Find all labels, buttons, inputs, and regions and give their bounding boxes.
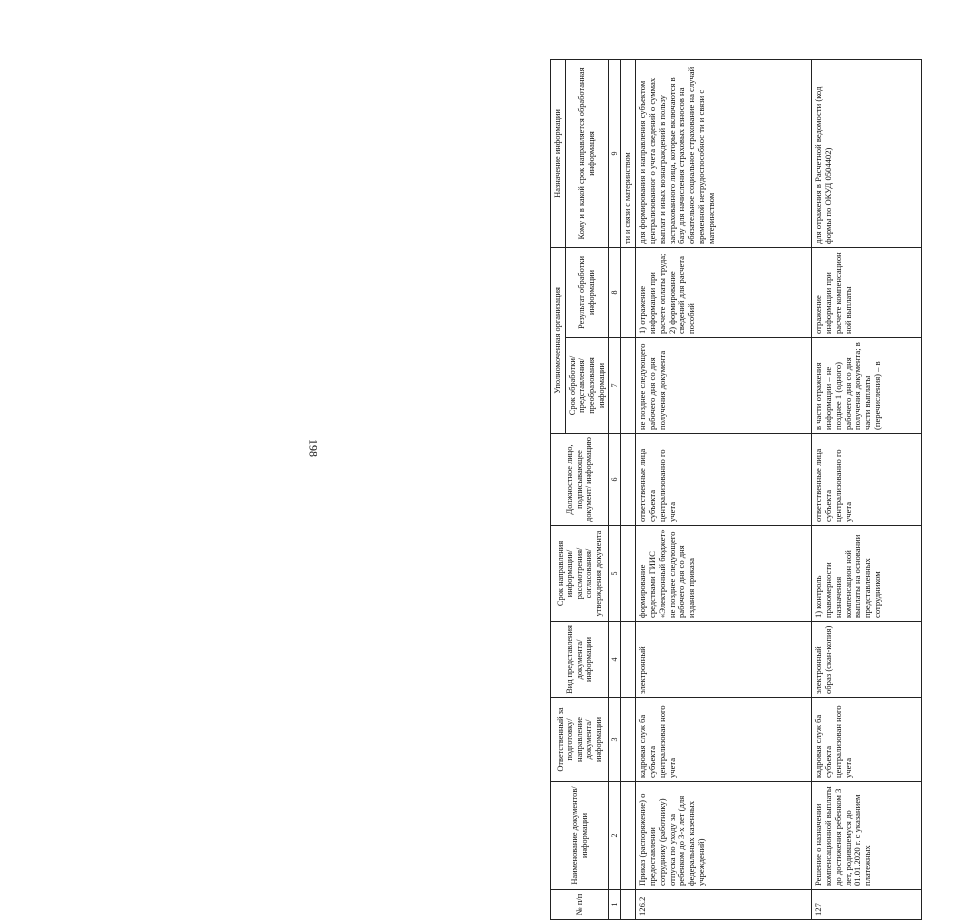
row-number: 127	[811, 890, 921, 920]
row-document-name: Решение о назначении компенсационной выплаты до достижения ребенком 3 лет, родившемуся до 01.01.2020 г. с указанием платежных	[811, 782, 921, 890]
page-number: 198	[306, 439, 321, 457]
header-result: Результат обработки информации	[565, 247, 609, 337]
row-responsible: кадровая служ ба субъекта централизован ного учета	[811, 698, 921, 782]
col-num-6: 6	[609, 434, 621, 526]
col-num-9: 9	[609, 59, 621, 247]
header-responsible: Ответственный за подготовку/ направление документа/ информации	[551, 698, 609, 782]
header-recipient: Кому и в какой срок направляется обработанная информация	[565, 59, 609, 247]
row-document-name: Приказ (распоряжение) о предоставлении сотруднику (работнику) отпуска по уходу за ребенком до 3-х лет (для федеральных казенных учреждений)	[635, 782, 811, 890]
row-number: 126.2	[635, 890, 811, 920]
header-processing: Срок обработки/ представления/ преобразования информации	[565, 338, 609, 434]
col-num-5: 5	[609, 526, 621, 622]
col-num-4: 4	[609, 622, 621, 698]
row-deadline: 1) контроль правомерности назначения компенсацион ной выплаты на основании представленных сотрудником	[811, 526, 921, 622]
row-signer: ответственные лица субъекта централизованно го учета	[811, 434, 921, 526]
row-signer: ответственные лица субъекта централизованно го учета	[635, 434, 811, 526]
col-num-8: 8	[609, 247, 621, 337]
header-signer: Должностное лицо, подписывающее документ/ информацию	[551, 434, 609, 526]
col-num-2: 2	[609, 782, 621, 890]
col-num-1: 1	[609, 890, 621, 920]
table-row	[635, 59, 811, 919]
row-purpose: для отражения в Расчетной ведомости (код формы по ОКУД 0504402)	[811, 59, 921, 247]
header-deadline: Срок направления информации/ рассмотрения/ согласования/ утверждения документа	[551, 526, 609, 622]
col-num-7: 7	[609, 338, 621, 434]
header-purpose-group: Назначение информации	[551, 59, 566, 247]
column-number-row	[609, 59, 621, 919]
header-form: Вид представления документа/ информации	[551, 622, 609, 698]
continuation-text: ти и связи с материнством	[621, 59, 635, 247]
row-deadline: формирование средствами ГИИС «Электронный бюджет» не позднее следующего рабочего дня со дня издания приказа	[635, 526, 811, 622]
row-result: отражение информации при расчете компенсацион ной выплаты	[811, 247, 921, 337]
row-processing: не позднее следующего рабочего дня со дня получения документа	[635, 338, 811, 434]
row-form: электронный	[635, 622, 811, 698]
row-purpose: для формирования и направления субъектом централизованног о учета сведений о суммах выплат и иных вознаграждений в пользу застрахованного лица, которые включаются в базу для начисления страховых взносов на обязательное социальное страхование на случай временной нетрудоспособнос ти и связи с материнством	[635, 59, 811, 247]
header-row-1	[551, 59, 566, 919]
header-document-name: Наименование документов/ информации	[551, 782, 609, 890]
continuation-row	[621, 59, 635, 919]
row-result: 1) отражение информации при расчете оплаты труда; 2) формирование сведений для расчета пособий	[635, 247, 811, 337]
row-responsible: кадровая служ ба субъекта централизован ного учета	[635, 698, 811, 782]
row-form: электронный образ (скан-копия)	[811, 622, 921, 698]
header-number: № п/п	[551, 890, 609, 920]
rotated-table-wrapper	[550, 60, 980, 920]
col-num-3: 3	[609, 698, 621, 782]
row-processing: в части отражения информации – не позднее 1 (одного) рабочего дня со дня получения документа; в части выплаты (перечисления) – в	[811, 338, 921, 434]
header-authorized-org: Уполномоченная организация	[551, 247, 566, 433]
document-table	[550, 59, 922, 920]
table-row	[811, 59, 921, 919]
